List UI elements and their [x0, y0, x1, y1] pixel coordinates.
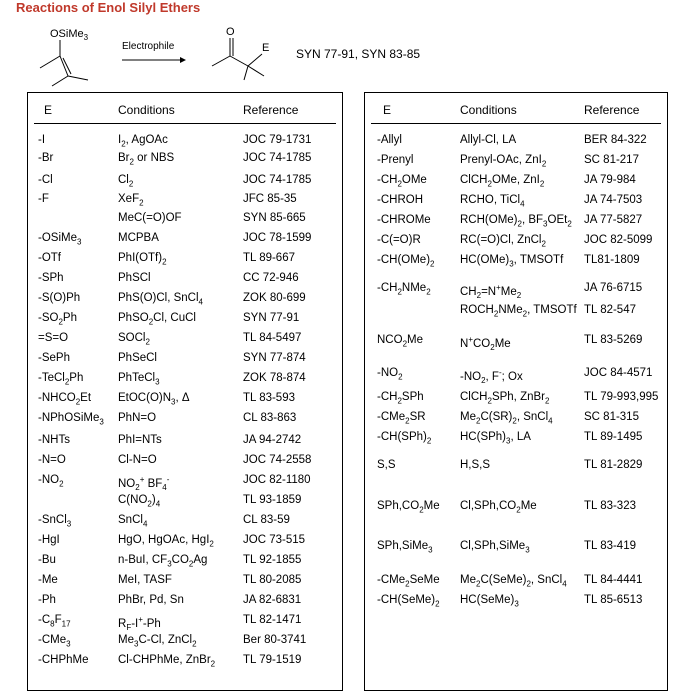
cell-c: PhTeCl$_3$ — [118, 372, 160, 387]
cell-c: MCPBA — [118, 232, 159, 244]
cell-c: PhSO$_2$Cl, CuCl — [118, 312, 196, 327]
header-e: E — [383, 103, 392, 117]
cell-c: SOCl$_2$ — [118, 332, 150, 347]
cell-e: -SPh — [38, 272, 64, 284]
cell-e: -F — [38, 193, 49, 205]
cell-c: ClCH$_2$SPh, ZnBr$_2$ — [460, 391, 550, 406]
cell-e: $-CH_2OMe$ — [377, 174, 427, 189]
cell-c: MeC(=O)OF — [118, 212, 182, 224]
reactant-label: OSiMe$_3$ — [50, 28, 89, 43]
cell-r: JOC 79-1731 — [243, 134, 312, 146]
cell-c: Prenyl-OAc, ZnI$_2$ — [460, 154, 547, 169]
cell-r: JOC 74-1785 — [243, 152, 312, 164]
header-conditions: Conditions — [460, 103, 517, 117]
header-reference: Reference — [584, 103, 640, 117]
cell-r: JOC 73-515 — [243, 534, 306, 546]
cell-e: -CMe$_2$SR — [377, 411, 426, 426]
cell-e: =S=O — [38, 332, 69, 344]
cell-e: -S(O)Ph — [38, 292, 81, 304]
cell-e: -CMe$_2$SeMe — [377, 574, 440, 589]
cell-e: -C(=O)R — [377, 234, 421, 246]
header-divider — [371, 123, 661, 124]
cell-c: ClCH$_2$OMe, ZnI$_2$ — [460, 174, 545, 189]
cell-e: S,S — [377, 459, 396, 471]
cell-c: $EtOC(O)N_3$, Δ — [118, 392, 190, 407]
cell-r: TL81-1809 — [584, 254, 640, 266]
cell-e: -I — [38, 134, 46, 146]
cell-e: $-SO_2Ph$ — [38, 312, 77, 327]
cell-e: -HgI — [38, 534, 60, 546]
cell-e: $-CH(OMe)_2$ — [377, 254, 435, 269]
cell-c: $HC(SeMe)_3$ — [460, 594, 519, 609]
cell-r: JOC 74-2558 — [243, 454, 312, 466]
cell-e: -Allyl — [377, 134, 402, 146]
cell-c: Cl-CHPhMe, ZnBr$_2$ — [118, 654, 216, 669]
cell-c: $Cl,SPh,CO_2Me$ — [460, 500, 537, 515]
cell-r: SC 81-315 — [584, 411, 639, 423]
cell-c: $RCH(OMe)_2$, $BF_3OEt_2$ — [460, 214, 572, 229]
cell-e: $-NO_2$ — [377, 367, 403, 382]
cell-r: TL 81-2829 — [584, 459, 643, 471]
cell-e: -Bu — [38, 554, 56, 566]
reaction-scheme — [0, 18, 686, 90]
header-reference: Reference — [243, 103, 299, 117]
cell-e: $-CH_2NMe_2$ — [377, 282, 431, 297]
cell-e: -SnCl$_3$ — [38, 514, 72, 529]
cell-c: Allyl-Cl, LA — [460, 134, 517, 146]
cell-e: -CHROH — [377, 194, 423, 206]
cell-r: TL 93-1859 — [243, 494, 302, 506]
cell-r: JA 79-984 — [584, 174, 636, 186]
cell-c: MeI, TASF — [118, 574, 172, 586]
cell-e: -OSiMe$_3$ — [38, 232, 82, 247]
cell-e: $-NO_2$ — [38, 474, 64, 489]
cell-r: TL 89-667 — [243, 252, 295, 264]
cell-e: $-CH(SPh)_2$ — [377, 431, 432, 446]
header-divider — [34, 123, 336, 124]
cell-r: TL 83-5269 — [584, 334, 643, 346]
cell-r: TL 83-323 — [584, 500, 636, 512]
cell-r: JOC 82-1180 — [243, 474, 311, 486]
cell-r: TL 84-4441 — [584, 574, 643, 586]
cell-c: RC(=O)Cl, ZnCl$_2$ — [460, 234, 546, 249]
cell-c: Cl-N=O — [118, 454, 157, 466]
cell-e: -NPhOSiMe$_3$ — [38, 412, 104, 427]
cell-r: TL 85-6513 — [584, 594, 643, 606]
arrow-label: Electrophile — [122, 41, 175, 52]
cell-r: TL 79-1519 — [243, 654, 302, 666]
cell-r: TL 84-5497 — [243, 332, 302, 344]
cell-r: TL 92-1855 — [243, 554, 302, 566]
cell-c: $HC(SPh)_3$, LA — [460, 431, 531, 446]
cell-r: TL 82-1471 — [243, 614, 302, 626]
right-table — [364, 92, 668, 691]
cell-r: CL 83-863 — [243, 412, 297, 424]
cell-c: $-NO_2$, F-; Ox — [460, 368, 523, 386]
cell-r: CL 83-59 — [243, 514, 290, 526]
cell-c: Cl,SPh,SiMe$_3$ — [460, 540, 530, 555]
cell-e: $SPh,CO_2Me$ — [377, 500, 440, 515]
header-conditions: Conditions — [118, 103, 175, 117]
cell-c: PhS(O)Cl, SnCl$_4$ — [118, 292, 203, 307]
cell-e: -CHPhMe — [38, 654, 89, 666]
left-table — [27, 92, 343, 691]
cell-c: $HC(OMe)_3$, TMSOTf — [460, 254, 564, 269]
cell-c: $PhI(OTf)_2$ — [118, 252, 167, 267]
cell-r: JOC 78-1599 — [243, 232, 312, 244]
cell-e: -TeCl$_2$Ph — [38, 372, 84, 387]
cell-e: -NHTs — [38, 434, 70, 446]
cell-c: $Me_2C(SR)_2$, SnCl$_4$ — [460, 411, 553, 426]
cell-r: SYN 77-874 — [243, 352, 306, 364]
cell-r: TL 83-419 — [584, 540, 636, 552]
cell-c: $Me_3C-Cl$, ZnCl$_2$ — [118, 634, 197, 649]
header-e: E — [44, 103, 53, 117]
cell-c: $Cl_2$ — [118, 174, 134, 189]
cell-e: -Cl — [38, 174, 53, 186]
cell-e: $-CH(SeMe)_2$ — [377, 594, 440, 609]
cell-c: $I_2$, AgOAc — [118, 134, 168, 149]
cell-r: ZOK 78-874 — [243, 372, 306, 384]
cell-r: TL 82-547 — [584, 304, 636, 316]
cell-e: $-C_8F_{17}$ — [38, 614, 71, 629]
cell-r: CC 72-946 — [243, 272, 299, 284]
cell-c: PhSeCl — [118, 352, 157, 364]
cell-c: $Me_2C(SeMe)_2$, SnCl$_4$ — [460, 574, 567, 589]
cell-r: JOC 74-1785 — [243, 174, 312, 186]
cell-c: $Br_2$ or NBS — [118, 152, 175, 167]
cell-r: JA 82-6831 — [243, 594, 302, 606]
cell-c: $ROCH_2NMe_2$, TMSOTf — [460, 304, 577, 319]
cell-e: -Ph — [38, 594, 56, 606]
cell-e: $NCO_2Me$ — [377, 334, 423, 349]
cell-e: $-NHCO_2Et$ — [38, 392, 92, 407]
cell-e: -CMe$_3$ — [38, 634, 71, 649]
cell-c: $N^+CO_2Me$ — [460, 335, 511, 353]
scheme-references: SYN 77-91, SYN 83-85 — [296, 47, 421, 61]
cell-c: PhSCl — [118, 272, 151, 284]
cell-e: SPh,SiMe$_3$ — [377, 540, 433, 555]
product-substituent: E — [262, 42, 270, 54]
cell-c: PhN=O — [118, 412, 157, 424]
cell-e: -CHROMe — [377, 214, 431, 226]
cell-r: SYN 85-665 — [243, 212, 306, 224]
cell-e: $-CH_2SPh$ — [377, 391, 424, 406]
cell-r: SC 81-217 — [584, 154, 639, 166]
cell-c: H,S,S — [460, 459, 491, 471]
cell-e: -SePh — [38, 352, 70, 364]
page-title: Reactions of Enol Silyl Ethers — [16, 0, 201, 15]
cell-r: SYN 77-91 — [243, 312, 300, 324]
cell-e: -Prenyl — [377, 154, 414, 166]
cell-e: -Br — [38, 152, 54, 164]
cell-c: $CH_2=N^+Me_2$ — [460, 283, 522, 301]
cell-c: PhBr, Pd, Sn — [118, 594, 184, 606]
cell-e: -OTf — [38, 252, 61, 264]
cell-r: Ber 80-3741 — [243, 634, 307, 646]
cell-c: RCHO, TiCl$_4$ — [460, 194, 525, 209]
cell-r: JOC 82-5099 — [584, 234, 653, 246]
cell-c: $NO_2^+$ $BF_4^-$ — [118, 475, 170, 493]
cell-r: JA 76-6715 — [584, 282, 643, 294]
cell-r: TL 89-1495 — [584, 431, 643, 443]
cell-c: PhI=NTs — [118, 434, 162, 446]
cell-r: JFC 85-35 — [243, 193, 297, 205]
cell-r: TL 79-993,995 — [584, 391, 659, 403]
cell-c: $C(NO_2)_4$ — [118, 494, 161, 509]
cell-c: XeF$_2$ — [118, 193, 144, 208]
cell-e: -N=O — [38, 454, 66, 466]
cell-c: n-BuI, $CF_3CO_2Ag$ — [118, 554, 208, 569]
cell-r: TL 83-593 — [243, 392, 295, 404]
cell-r: JA 74-7503 — [584, 194, 643, 206]
cell-r: JA 94-2742 — [243, 434, 302, 446]
cell-r: JOC 84-4571 — [584, 367, 653, 379]
cell-r: TL 80-2085 — [243, 574, 302, 586]
cell-r: BER 84-322 — [584, 134, 647, 146]
cell-r: JA 77-5827 — [584, 214, 643, 226]
product-oxygen: O — [226, 26, 235, 38]
cell-c: HgO, HgOAc, HgI$_2$ — [118, 534, 214, 549]
cell-c: SnCl$_4$ — [118, 514, 148, 529]
cell-r: ZOK 80-699 — [243, 292, 306, 304]
cell-e: -Me — [38, 574, 58, 586]
cell-c: $R_F-I^+-Ph$ — [118, 615, 161, 633]
